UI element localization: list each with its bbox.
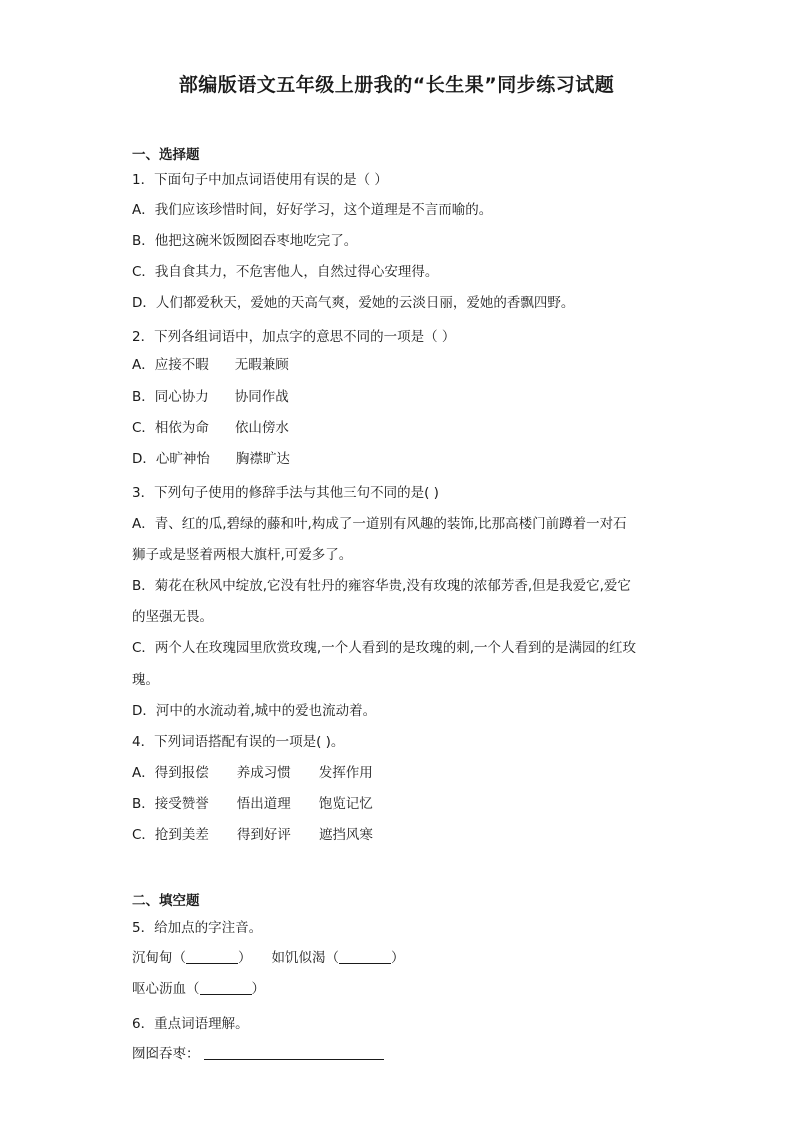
q1-option-b: B．他把这碗米饭囫囵吞枣地吃完了。 (132, 233, 358, 249)
q1-option-d: D．人们都爱秋天，爱她的天高气爽，爱她的云淡日丽，爱她的香飘四野。 (132, 295, 575, 311)
q3-option-c-line1: C．两个人在玫瑰园里欣赏玫瑰,一个人看到的是玫瑰的刺,一个人看到的是满园的红玫 (132, 640, 637, 656)
q1-stem: 1．下面句子中加点词语使用有误的是（ ） (132, 172, 388, 188)
q2-option-a-word2: 无暇兼顾 (234, 357, 289, 373)
q3-option-b-line1: B．菊花在秋风中绽放,它没有牡丹的雍容华贵,没有玫瑰的浓郁芳香,但是我爱它,爱它 (132, 578, 631, 594)
q1-option-a: A．我们应该珍惜时间，好好学习，这个道理是不言而喻的。 (132, 202, 493, 218)
q6-stem: 6．重点词语理解。 (132, 1016, 249, 1032)
q2-option-c-word2: 依山傍水 (234, 420, 289, 436)
q5-item3-word: 呕心沥血（ (132, 981, 200, 997)
q5-item3-blank[interactable] (200, 980, 252, 995)
q5-item2-word: 如饥似渴（ (271, 950, 339, 966)
q5-stem: 5．给加点的字注音。 (132, 920, 263, 936)
q6-row1 (132, 1045, 384, 1063)
q2-option-c (132, 419, 289, 437)
q5-item1-blank[interactable] (186, 949, 238, 964)
q5-item3-end: ） (251, 981, 265, 997)
q4-option-b-word3: 饱览记忆 (318, 796, 373, 812)
q4-option-c-word2: 得到好评 (236, 827, 291, 843)
q2-option-a (132, 356, 289, 374)
q4-option-c-word3: 遮挡风寒 (318, 827, 373, 843)
q2-option-d-word2: 胸襟旷达 (235, 451, 290, 467)
q3-option-a-line1: A．青、红的瓜,碧绿的藤和叶,构成了一道别有风趣的装饰,比那高楼门前蹲着一对石 (132, 516, 627, 532)
q5-item1-word: 沉甸甸（ (132, 950, 186, 966)
q4-option-b-word1: B．接受赞誉 (132, 796, 209, 812)
q2-option-a-word1: A．应接不暇 (132, 357, 209, 373)
q2-stem: 2．下列各组词语中，加点字的意思不同的一项是（ ） (132, 329, 456, 345)
q5-row2 (132, 980, 265, 998)
q4-option-a-word1: A．得到报偿 (132, 765, 209, 781)
q4-option-a-word2: 养成习惯 (236, 765, 291, 781)
q3-option-a-line2: 狮子或是竖着两根大旗杆,可爱多了。 (132, 547, 353, 563)
q2-option-b-word2: 协同作战 (234, 389, 289, 405)
q3-stem: 3．下列句子使用的修辞手法与其他三句不同的是( ) (132, 485, 439, 501)
q4-option-b (132, 795, 373, 813)
q5-row1 (132, 949, 405, 967)
q3-option-b-line2: 的坚强无畏。 (132, 609, 213, 625)
q3-option-d: D．河中的水流动着,城中的爱也流动着。 (132, 703, 377, 719)
q2-option-d (132, 450, 290, 468)
q2-option-c-word1: C．相依为命 (132, 420, 209, 436)
q2-option-b-word1: B．同心协力 (132, 389, 209, 405)
section-heading-choice: 一、选择题 (132, 147, 200, 163)
q4-option-c-word1: C．抢到美差 (132, 827, 209, 843)
q4-option-a-word3: 发挥作用 (318, 765, 373, 781)
q2-option-b (132, 388, 289, 406)
q3-option-c-line2: 瑰。 (132, 672, 159, 688)
q5-item2-end: ） (391, 950, 405, 966)
q5-item1-end: ） (238, 950, 252, 966)
q4-option-b-word2: 悟出道理 (236, 796, 291, 812)
q5-item2-blank[interactable] (339, 949, 391, 964)
q6-item1-blank[interactable] (204, 1045, 384, 1060)
q4-option-a (132, 764, 373, 782)
q2-option-d-word1: D．心旷神怡 (132, 451, 210, 467)
q4-option-c (132, 826, 373, 844)
q4-stem: 4．下列词语搭配有误的一项是( )。 (132, 734, 345, 750)
q1-option-c: C．我自食其力，不危害他人，自然过得心安理得。 (132, 264, 439, 280)
section-heading-fill: 二、填空题 (132, 893, 200, 909)
page-title: 部编版语文五年级上册我的“长生果”同步练习试题 (178, 74, 615, 96)
q6-item1-word: 囫囵吞枣： (132, 1046, 200, 1062)
